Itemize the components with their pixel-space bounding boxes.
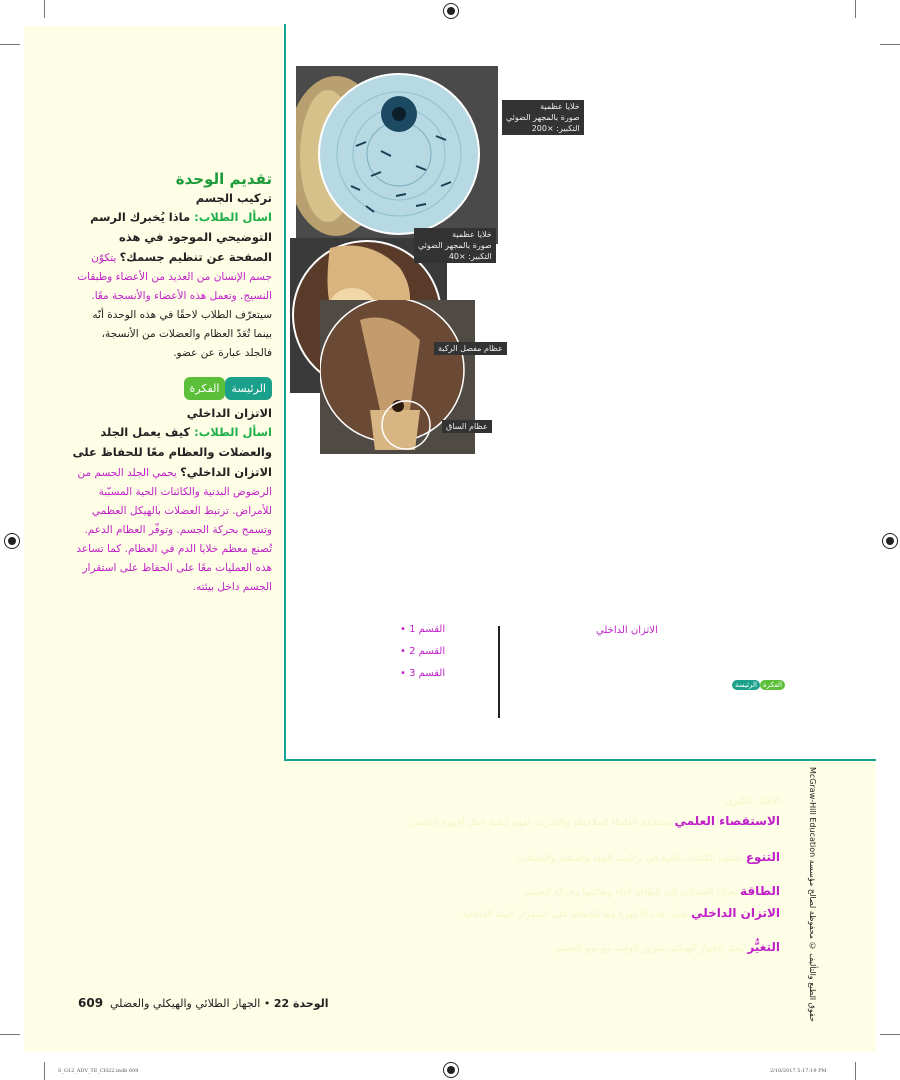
registration-mark-icon — [443, 1062, 459, 1078]
footer-unit-title: الوحدة 22 • الجهاز الطلائي والهيكلي والعضلي — [110, 997, 329, 1010]
trim-mark — [0, 44, 20, 45]
section-link-1[interactable]: القسم 1 • — [400, 624, 446, 635]
big-idea-energy: الطاقة تحتاج العضلات إلى الطاقة لأداء وظائفها وحركة الجسم. — [521, 884, 780, 898]
big-idea-homeostasis: الاتزان الداخلي تعمل هذه الأجهزة معًا للحفاظ على استقرار البيئة الداخلية. — [459, 906, 780, 920]
sections-divider — [498, 626, 500, 718]
caption-leg-bones: عظام الساق — [442, 420, 492, 433]
trim-mark — [880, 44, 900, 45]
big-idea-heading: الأفكار الكبرى — [725, 796, 780, 807]
caption-bone-cells-40x: خلايا عظمية صورة بالمجهر الضوئي التكبير: ×40 — [414, 228, 496, 263]
paragraph-body-structure — [72, 208, 272, 363]
section-link-2[interactable]: القسم 2 • — [400, 646, 446, 657]
unit-intro-block — [72, 170, 272, 597]
badge-idea: الفكرة — [184, 377, 226, 400]
page-number: 609 — [78, 996, 104, 1010]
answer-text: يحمي الجلد الجسم من الرضوض البدنية والكائنات الحية المسبّبة للأمراض. ترتبط العضلات بالهيكل العظمي وتسمح بحركة الجسم. وتوفّر العظام الدعم. تُصنع معظم خلايا الدم في العظام. كما تساعد هذه العمليات معًا على الحفاظ على استقرار الجسم داخل بيئته. — [76, 467, 272, 593]
caption-knee-bones: عظام مفصل الركبة — [434, 342, 507, 355]
trim-mark — [855, 1062, 856, 1080]
trim-mark — [44, 1062, 45, 1080]
bone-micrograph-image — [296, 66, 498, 244]
big-idea-change: التغيُّر يتغيّر الجهاز الهيكلي بمرور الوقت مع نمو الجسم. — [552, 940, 780, 954]
main-idea-badge — [72, 377, 272, 400]
big-idea-inquiry: الاستقصاء العلمي يستخدم العلماء الملاحظة والتجريب لفهم كيفية عمل أجهزة الجسم. — [408, 814, 780, 828]
file-slug: S_G12_ADV_TE_CH22.indb 609 — [58, 1068, 139, 1074]
registration-mark-icon — [443, 3, 459, 19]
teal-horizontal-rule — [284, 759, 876, 761]
paragraph-homeostasis — [72, 423, 272, 597]
section-heading-body-structure: تركيب الجسم — [195, 191, 272, 205]
sidebar-title: تقديم الوحدة — [175, 170, 272, 188]
big-idea-diversity: التنوع تختلف الكائنات الحية في تراكيب الجلد والعظام والعضلات. — [515, 850, 780, 864]
main-idea-mini-badge: الرئيسة الفكرة — [732, 680, 785, 690]
badge-main: الرئيسة — [225, 377, 272, 400]
trim-mark — [855, 0, 856, 18]
copyright-vertical: McGraw-Hill Education حقوق الطبع والتأليف © محفوظة لصالح مؤسسة — [808, 767, 817, 1022]
registration-mark-icon — [4, 533, 20, 549]
question-text: اسأل الطلاب: ماذا يُخبرك الرسم التوضيحي الموجود في هذه الصفحة عن تنظيم جسمك؟ — [90, 210, 272, 264]
answer-text: يتكوّن جسم الإنسان من العديد من الأعضاء وطبقات النسيج. وتعمل هذه الأعضاء والأنسجة معًا. — [77, 252, 272, 302]
trim-mark — [880, 1034, 900, 1035]
section-heading-homeostasis: الاتزان الداخلي — [186, 406, 272, 420]
trim-mark — [44, 0, 45, 18]
main-idea-text: الاتزان الداخلي — [596, 625, 658, 636]
print-timestamp: 2/18/2017 5:17:19 PM — [770, 1068, 827, 1074]
answer-continued: سيتعرّف الطلاب لاحقًا في هذه الوحدة أنّه بينما تُعَدّ العظام والعضلات من الأنسجة، فالجلد عبارة عن عضو. — [92, 309, 272, 359]
section-link-3[interactable]: القسم 3 • — [400, 668, 446, 679]
registration-mark-icon — [882, 533, 898, 549]
teal-vertical-rule — [284, 24, 286, 761]
bone-cells-photo — [296, 66, 498, 244]
trim-mark — [0, 1034, 20, 1035]
caption-bone-cells-200x: خلايا عظمية صورة بالمجهر الضوئي التكبير: ×200 — [502, 100, 584, 135]
question-text: اسأل الطلاب: كيف يعمل الجلد والعضلات والعظام معًا للحفاظ على الاتزان الداخلي؟ — [72, 425, 272, 479]
